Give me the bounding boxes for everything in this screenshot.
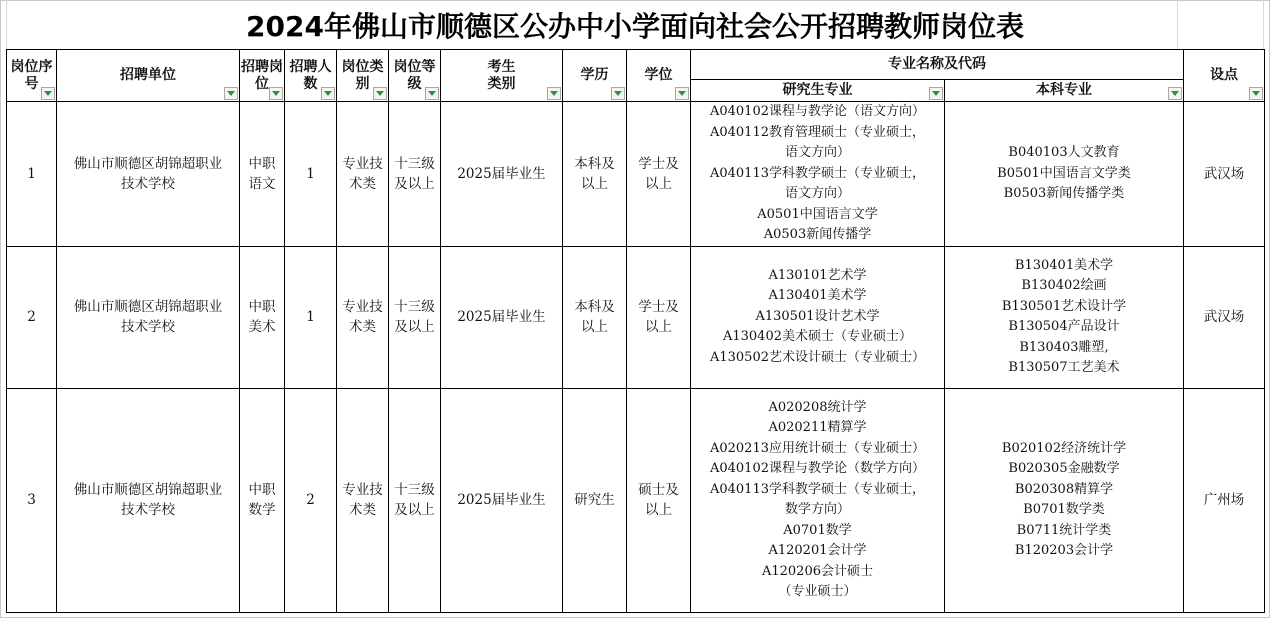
cell-count[interactable] (285, 388, 337, 612)
cell-line: B130403雕塑, (1019, 339, 1109, 355)
cell-unit[interactable] (57, 246, 240, 388)
cell-text: 2025届毕业生 (457, 165, 546, 182)
filter-dropdown-icon[interactable] (1249, 87, 1263, 100)
cell-venue[interactable] (1184, 102, 1265, 247)
header-post: 招聘岗位 (240, 50, 285, 102)
cell-candidate-type[interactable] (441, 388, 563, 612)
cell-line: 学士及 (638, 155, 679, 172)
table-row (7, 246, 1265, 388)
cell-line: 佛山市顺德区胡锦超职业 (73, 155, 223, 172)
cell-undergrad-major[interactable] (945, 102, 1184, 247)
recruitment-table (6, 49, 1265, 613)
cell-line: B0711统计学类 (1016, 522, 1112, 538)
cell-line: A120206会计硕士 (761, 563, 873, 579)
header-undergrad-major: 本科专业 (945, 80, 1184, 102)
cell-line: A040102课程与教学论（数学方向） (709, 461, 925, 476)
cell-text: 1 (306, 309, 315, 325)
cell-line: 以上 (645, 502, 672, 518)
cell-line: A020208统计学 (768, 399, 867, 415)
cell-line: 语文 (248, 175, 276, 192)
cell-line: 美术 (248, 319, 276, 335)
cell-line: 技术学校 (121, 502, 175, 518)
cell-line: A040113学科教学硕士（专业硕士， (709, 481, 925, 497)
cell-line: 硕士及 (638, 482, 679, 498)
filter-dropdown-icon[interactable] (929, 87, 943, 100)
cell-line: 技术学校 (121, 175, 175, 192)
cell-line: 数学 (248, 502, 276, 518)
cell-post[interactable] (240, 388, 285, 612)
cell-line: 学士及 (638, 299, 679, 315)
cell-post-type[interactable] (337, 246, 389, 388)
cell-venue[interactable] (1184, 246, 1265, 388)
cell-text: 武汉场 (1203, 309, 1245, 325)
cell-venue[interactable] (1184, 388, 1265, 612)
cell-line: 以上 (581, 175, 608, 192)
cell-line: 语文方向） (784, 186, 850, 201)
header-venue: 设点 (1184, 50, 1265, 102)
cell-post-no[interactable] (7, 102, 57, 247)
cell-text: 1 (27, 165, 36, 182)
cell-text: 3 (27, 492, 36, 508)
cell-line: 以上 (581, 319, 608, 335)
cell-line: A130502艺术设计硕士（专业硕士） (709, 349, 925, 365)
cell-undergrad-major[interactable] (945, 388, 1184, 612)
cell-line: 术类 (349, 319, 376, 335)
header-candidate-type: 考生 类别 (441, 50, 563, 102)
cell-line: B020305金融数学 (1008, 461, 1120, 476)
cell-line: A0701数学 (783, 522, 852, 538)
cell-text: 广州场 (1203, 492, 1245, 508)
cell-unit[interactable] (57, 102, 240, 247)
cell-line: 专业技 (342, 299, 383, 315)
cell-degree[interactable] (627, 246, 691, 388)
cell-line: 研究生 (574, 492, 615, 508)
cell-line: （专业硕士） (778, 584, 857, 599)
cell-education[interactable] (563, 246, 627, 388)
cell-line: 以上 (645, 175, 672, 192)
cell-line: 及以上 (394, 502, 435, 518)
filter-dropdown-icon[interactable] (675, 87, 689, 100)
cell-education[interactable] (563, 388, 627, 612)
cell-line: 语文方向） (784, 145, 850, 160)
cell-line: 中职 (248, 155, 276, 172)
cell-line: 术类 (349, 175, 376, 192)
cell-line: 及以上 (394, 175, 435, 192)
cell-line: A020211精算学 (768, 420, 867, 435)
cell-post-no[interactable] (7, 388, 57, 612)
cell-degree[interactable] (627, 102, 691, 247)
cell-line: 专业技 (342, 482, 383, 498)
cell-line: 十三级 (394, 155, 435, 172)
cell-line: 数学方向） (784, 502, 850, 517)
cell-line: 本科及 (574, 155, 615, 172)
cell-line: 以上 (645, 319, 672, 335)
header-major-group: 专业名称及代码 (691, 50, 1184, 80)
cell-line: A130501设计艺术学 (755, 308, 880, 324)
filter-dropdown-icon[interactable] (611, 87, 625, 100)
header-post-level: 岗位等级 (389, 50, 441, 102)
header-grad-major: 研究生专业 (691, 80, 945, 102)
filter-dropdown-icon[interactable] (1168, 87, 1182, 100)
cell-count[interactable] (285, 246, 337, 388)
cell-line: B120203会计学 (1014, 543, 1114, 558)
cell-undergrad-major[interactable] (945, 246, 1184, 388)
cell-line: A040112教育管理硕士（专业硕士， (709, 124, 925, 140)
cell-text: 1 (306, 165, 315, 182)
cell-education[interactable] (563, 102, 627, 247)
cell-candidate-type[interactable] (441, 102, 563, 247)
table-row (7, 388, 1265, 612)
cell-line: 术类 (349, 502, 376, 518)
cell-line: A0503新闻传播学 (763, 227, 872, 242)
cell-line: B0701数学类 (1023, 502, 1105, 517)
cell-line: A130101艺术学 (768, 267, 867, 283)
cell-grad-major[interactable] (691, 388, 945, 612)
cell-line: 及以上 (394, 319, 435, 335)
cell-text: 2025届毕业生 (457, 492, 546, 508)
cell-line: A120201会计学 (768, 543, 867, 558)
cell-line: B020308精算学 (1014, 481, 1114, 497)
header-post-type: 岗位类别 (337, 50, 389, 102)
cell-post[interactable] (240, 102, 285, 247)
cell-post-level[interactable] (389, 246, 441, 388)
cell-line: B020102经济统计学 (1001, 440, 1127, 456)
cell-text: 2 (27, 309, 36, 325)
cell-count[interactable] (285, 102, 337, 247)
cell-line: A040113学科教学硕士（专业硕士， (709, 165, 925, 181)
cell-post-type[interactable] (337, 388, 389, 612)
cell-line: A0501中国语言文学 (757, 206, 878, 222)
cell-grad-major[interactable] (691, 102, 945, 247)
cell-line: B130402绘画 (1021, 278, 1107, 293)
cell-line: 十三级 (394, 299, 435, 315)
cell-line: B130507工艺美术 (1008, 360, 1120, 375)
filter-dropdown-icon[interactable] (41, 87, 55, 100)
cell-degree[interactable] (627, 388, 691, 612)
cell-line: 佛山市顺德区胡锦超职业 (73, 482, 223, 498)
cell-line: B130401美术学 (1014, 257, 1114, 273)
cell-line: 中职 (248, 299, 276, 315)
header-education: 学历 (563, 50, 627, 102)
cell-post-type[interactable] (337, 102, 389, 247)
cell-grad-major[interactable] (691, 246, 945, 388)
filter-dropdown-icon[interactable] (547, 87, 561, 100)
cell-line: 中职 (248, 482, 276, 498)
cell-line: 十三级 (394, 482, 435, 498)
cell-candidate-type[interactable] (441, 246, 563, 388)
cell-line: A130401美术学 (768, 288, 867, 304)
filter-dropdown-icon[interactable] (269, 87, 283, 100)
cell-text: 武汉场 (1203, 165, 1245, 182)
header-unit: 招聘单位 (57, 50, 240, 102)
cell-line: 佛山市顺德区胡锦超职业 (73, 299, 223, 315)
cell-line: B0501中国语言文学类 (997, 165, 1131, 181)
cell-line: A040102课程与教学论（语文方向） (709, 104, 925, 119)
cell-unit[interactable] (57, 388, 240, 612)
table-row (7, 102, 1265, 247)
cell-text: 2 (306, 492, 315, 508)
cell-post-no[interactable] (7, 246, 57, 388)
header-post-no: 岗位序号 (7, 50, 57, 102)
cell-post-level[interactable] (389, 388, 441, 612)
filter-dropdown-icon[interactable] (425, 87, 439, 100)
cell-text: 2025届毕业生 (457, 309, 546, 325)
cell-line: A020213应用统计硕士（专业硕士） (709, 440, 925, 456)
cell-line: B130504产品设计 (1008, 319, 1120, 334)
filter-dropdown-icon[interactable] (373, 87, 387, 100)
header-count: 招聘人数 (285, 50, 337, 102)
cell-line: 技术学校 (121, 319, 175, 335)
cell-line: 专业技 (342, 155, 383, 172)
cell-post-level[interactable] (389, 102, 441, 247)
cell-line: B0503新闻传播学类 (1003, 186, 1125, 201)
header-degree: 学位 (627, 50, 691, 102)
cell-line: B130501艺术设计学 (1001, 298, 1127, 314)
sheet-title: 2024年佛山市顺德区公办中小学面向社会公开招聘教师岗位表 (246, 9, 1024, 43)
cell-line: 本科及 (574, 299, 615, 315)
filter-dropdown-icon[interactable] (321, 87, 335, 100)
filter-dropdown-icon[interactable] (224, 87, 238, 100)
cell-line: A130402美术硕士（专业硕士） (722, 329, 912, 345)
cell-line: B040103人文教育 (1008, 145, 1120, 160)
cell-post[interactable] (240, 246, 285, 388)
